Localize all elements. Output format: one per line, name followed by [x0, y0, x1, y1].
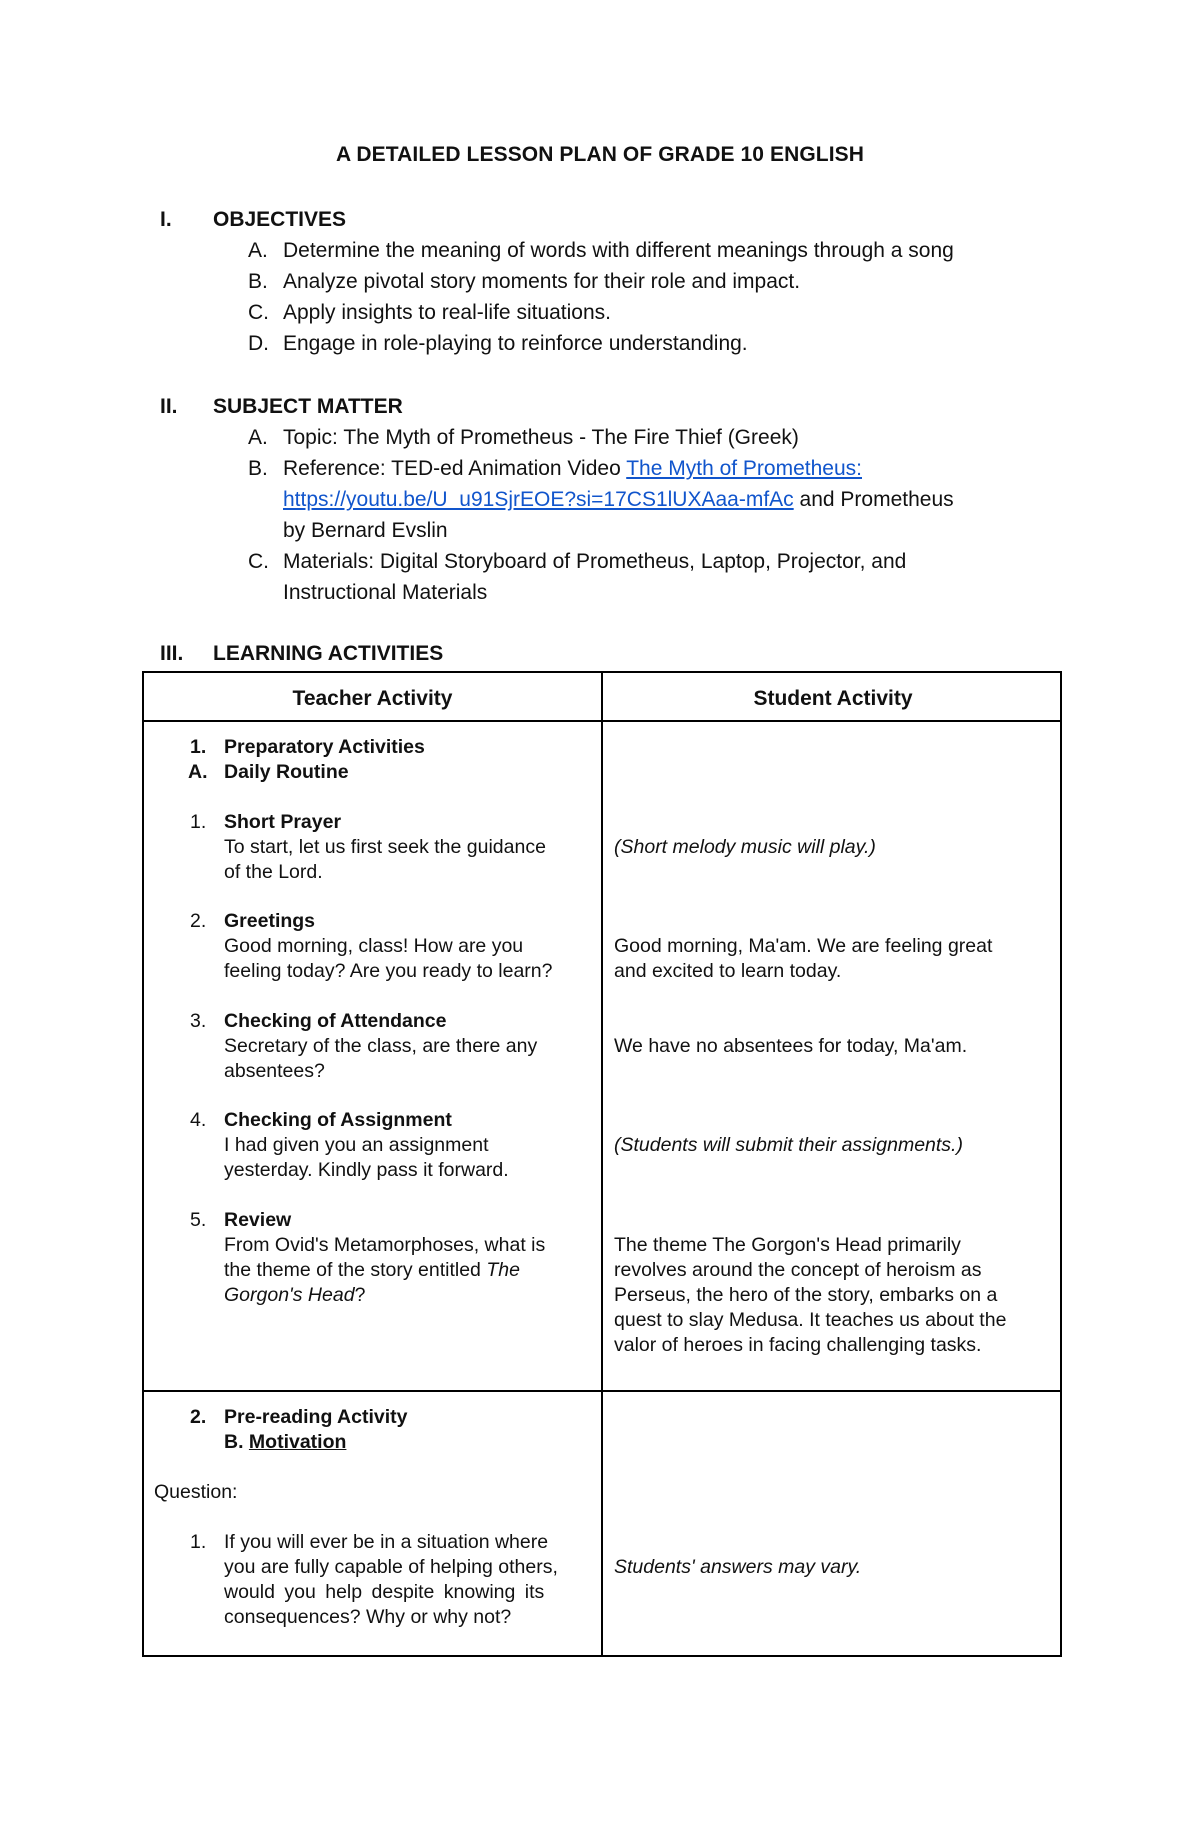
subject-matter-list	[248, 422, 1048, 608]
student-text: (Short melody music will play.)	[614, 836, 876, 858]
teacher-text: Gorgon's Head?	[224, 1284, 366, 1306]
student-text: revolves around the concept of heroism as	[614, 1259, 982, 1281]
student-text: Good morning, Ma'am. We are feeling great	[614, 935, 993, 957]
attendance-title: Checking of Attendance	[224, 1010, 447, 1032]
teacher-text: the theme of the story entitled The	[224, 1259, 520, 1281]
question-text: consequences? Why or why not?	[224, 1606, 512, 1628]
teacher-text: Good morning, class! How are you	[224, 935, 524, 957]
teacher-text: absentees?	[224, 1060, 325, 1082]
student-text: valor of heroes in facing challenging tasks.	[614, 1334, 982, 1356]
subject-matter-heading: SUBJECT MATTER	[213, 395, 403, 418]
teacher-text: From Ovid's Metamorphoses, what is	[224, 1234, 546, 1256]
objectives-numeral: I.	[160, 208, 172, 231]
teacher-text: To start, let us first seek the guidance	[224, 836, 546, 858]
student-activity-header: Student Activity	[753, 687, 913, 710]
student-text: quest to slay Medusa. It teaches us about the	[614, 1309, 1007, 1331]
materials-item: C. Materials: Digital Storyboard of Prometheus, Laptop, Projector, and Instructional Materials	[248, 550, 907, 604]
teacher-text: I had given you an assignment	[224, 1134, 489, 1156]
list-item: B. Analyze pivotal story moments for their role and impact.	[248, 270, 801, 293]
list-item: D. Engage in role-playing to reinforce understanding.	[248, 332, 748, 355]
short-prayer-title: Short Prayer	[224, 811, 342, 833]
subject-matter-numeral: II.	[160, 395, 178, 418]
learning-activities-table: Teacher Activity Student Activity 1. Preparatory Activities A. Daily Routine 1. Short Prayer To start, let us first seek the guidance of the Lord. (Short melody music will play.) 2. Greetings Good morning, class! How are you feeling today? Are you ready to learn? Good morning, Ma'am. We are feeling great and excited to learn today. 3. Checking of Attendance Secretary of the class, are there any absentees? We have no absentees for today, Ma'am. 4. Checking of Assignment I had given you an assignment yesterday. Kindly pass it forward. (Students will submit their assignments.) 5. Review From Ovid's Metamorphoses, what is the theme of the story entitled The Gorgon's Head? The theme The Gorgon's Head primarily revolves around the concept of heroism as Perseus, the hero of the story, embarks on a quest to slay Medusa. It teaches us about the valor of heroes in facing challenging tasks. 2. Pre-reading Activity B. Motivation Question: 1. If you will ever be in a situation where you are fully capable of helping others, would you help despite knowing its consequences? Why or why not? Students' answers may vary.	[142, 671, 1062, 1657]
prereading-title: Pre-reading Activity	[224, 1406, 408, 1428]
review-title: Review	[224, 1209, 292, 1231]
daily-routine-title: Daily Routine	[224, 761, 349, 783]
objectives-heading: OBJECTIVES	[213, 208, 347, 231]
teacher-text: Secretary of the class, are there any	[224, 1035, 538, 1057]
reference-item: B. Reference: TED-ed Animation Video The Myth of Prometheus: https://youtu.be/U_u91SjrEOE?si=17CS1lUXAaa-mfAc and Prometheus by Bernard Evslin	[248, 457, 954, 542]
topic-item: A. Topic: The Myth of Prometheus - The Fire Thief (Greek)	[248, 426, 799, 449]
student-text: and excited to learn today.	[614, 960, 842, 982]
question-text: you are fully capable of helping others,	[224, 1556, 558, 1578]
student-text: Students' answers may vary.	[614, 1556, 862, 1578]
list-item: A. Determine the meaning of words with different meanings through a song	[248, 239, 954, 262]
student-text: (Students will submit their assignments.)	[614, 1134, 963, 1156]
learning-activities-numeral: III.	[160, 642, 184, 665]
assignment-title: Checking of Assignment	[224, 1109, 452, 1131]
teacher-text: yesterday. Kindly pass it forward.	[224, 1159, 509, 1181]
greetings-title: Greetings	[224, 910, 316, 932]
learning-activities-heading: LEARNING ACTIVITIES	[213, 642, 444, 665]
question-label: Question:	[154, 1481, 238, 1503]
student-text: Perseus, the hero of the story, embarks on a	[614, 1284, 998, 1306]
header-divider	[144, 720, 1060, 722]
student-text: The theme The Gorgon's Head primarily	[614, 1234, 961, 1256]
list-item: C. Apply insights to real-life situations.	[248, 301, 611, 324]
row-divider	[144, 1390, 1060, 1392]
teacher-text: feeling today? Are you ready to learn?	[224, 960, 553, 982]
document-title: A DETAILED LESSON PLAN OF GRADE 10 ENGLISH	[335, 143, 865, 166]
column-divider	[601, 673, 603, 1655]
motivation-subtitle: B. Motivation	[224, 1431, 347, 1453]
question-text: would you help despite knowing its	[224, 1581, 545, 1603]
reference-link-title[interactable]: The Myth of Prometheus:	[626, 457, 862, 480]
question-text: If you will ever be in a situation where	[224, 1531, 549, 1553]
teacher-activity-header: Teacher Activity	[292, 687, 453, 710]
preparatory-activities-title: Preparatory Activities	[224, 736, 425, 758]
objectives-list	[248, 235, 1048, 359]
student-text: We have no absentees for today, Ma'am.	[614, 1035, 968, 1057]
teacher-text: of the Lord.	[224, 861, 323, 883]
reference-link-url[interactable]: https://youtu.be/U_u91SjrEOE?si=17CS1lUXAaa-mfAc	[283, 488, 794, 511]
